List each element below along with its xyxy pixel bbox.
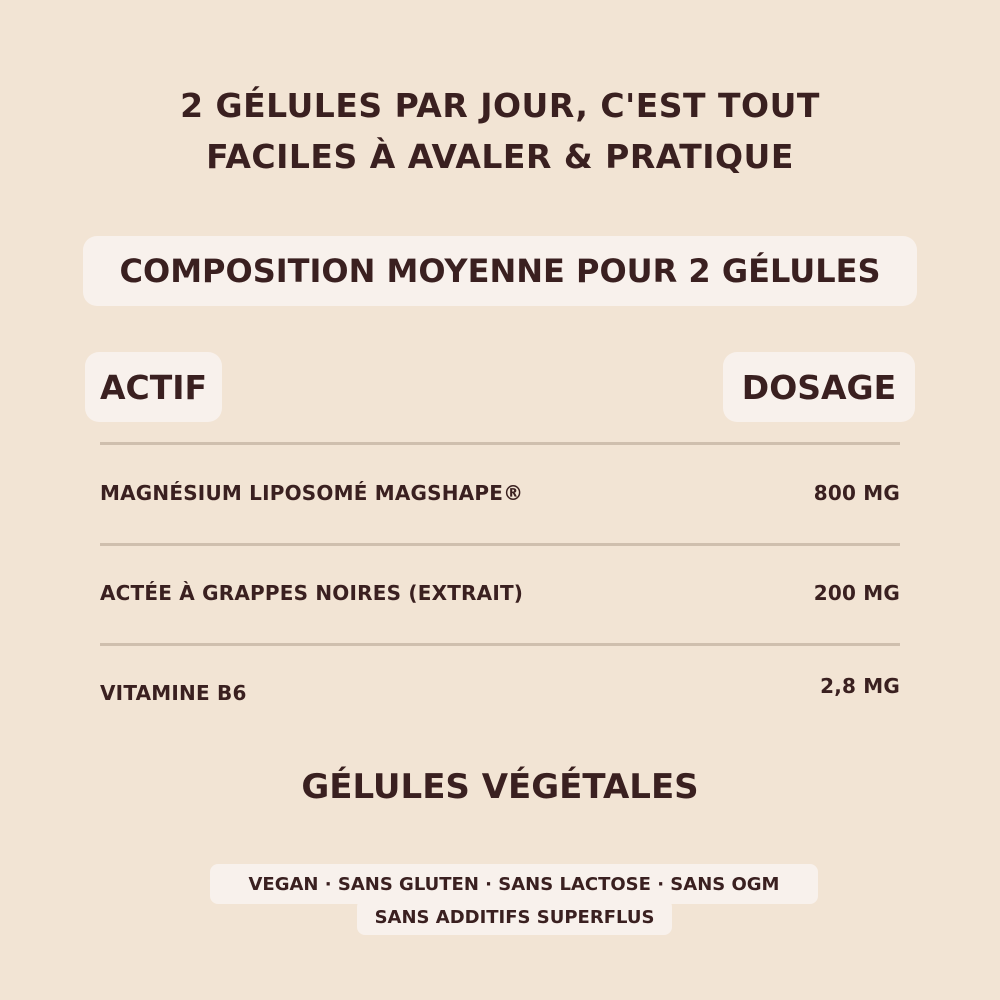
- column-header-dosage: DOSAGE: [723, 352, 915, 422]
- table-divider: [100, 442, 900, 445]
- product-tags-line-2: SANS ADDITIFS SUPERFLUS: [357, 899, 672, 935]
- headline-line-2: FACILES À AVALER & PRATIQUE: [206, 137, 794, 176]
- table-divider: [100, 543, 900, 546]
- capsules-title: GÉLULES VÉGÉTALES: [301, 767, 699, 807]
- composition-title: COMPOSITION MOYENNE POUR 2 GÉLULES: [83, 236, 917, 306]
- headline-line-1: 2 GÉLULES PAR JOUR, C'EST TOUT: [180, 86, 820, 125]
- ingredient-dose: 200 MG: [813, 581, 900, 605]
- product-tags-line-1: VEGAN · SANS GLUTEN · SANS LACTOSE · SANS OGM: [210, 864, 818, 904]
- ingredient-dose: 800 MG: [813, 481, 900, 505]
- ingredient-name: MAGNÉSIUM LIPOSOMÉ MAGSHAPE®: [100, 481, 524, 505]
- ingredient-name: VITAMINE B6: [100, 681, 247, 705]
- column-header-active: ACTIF: [85, 352, 222, 422]
- ingredient-dose: 2,8 MG: [820, 674, 900, 698]
- ingredient-name: ACTÉE À GRAPPES NOIRES (EXTRAIT): [100, 581, 524, 605]
- table-divider: [100, 643, 900, 646]
